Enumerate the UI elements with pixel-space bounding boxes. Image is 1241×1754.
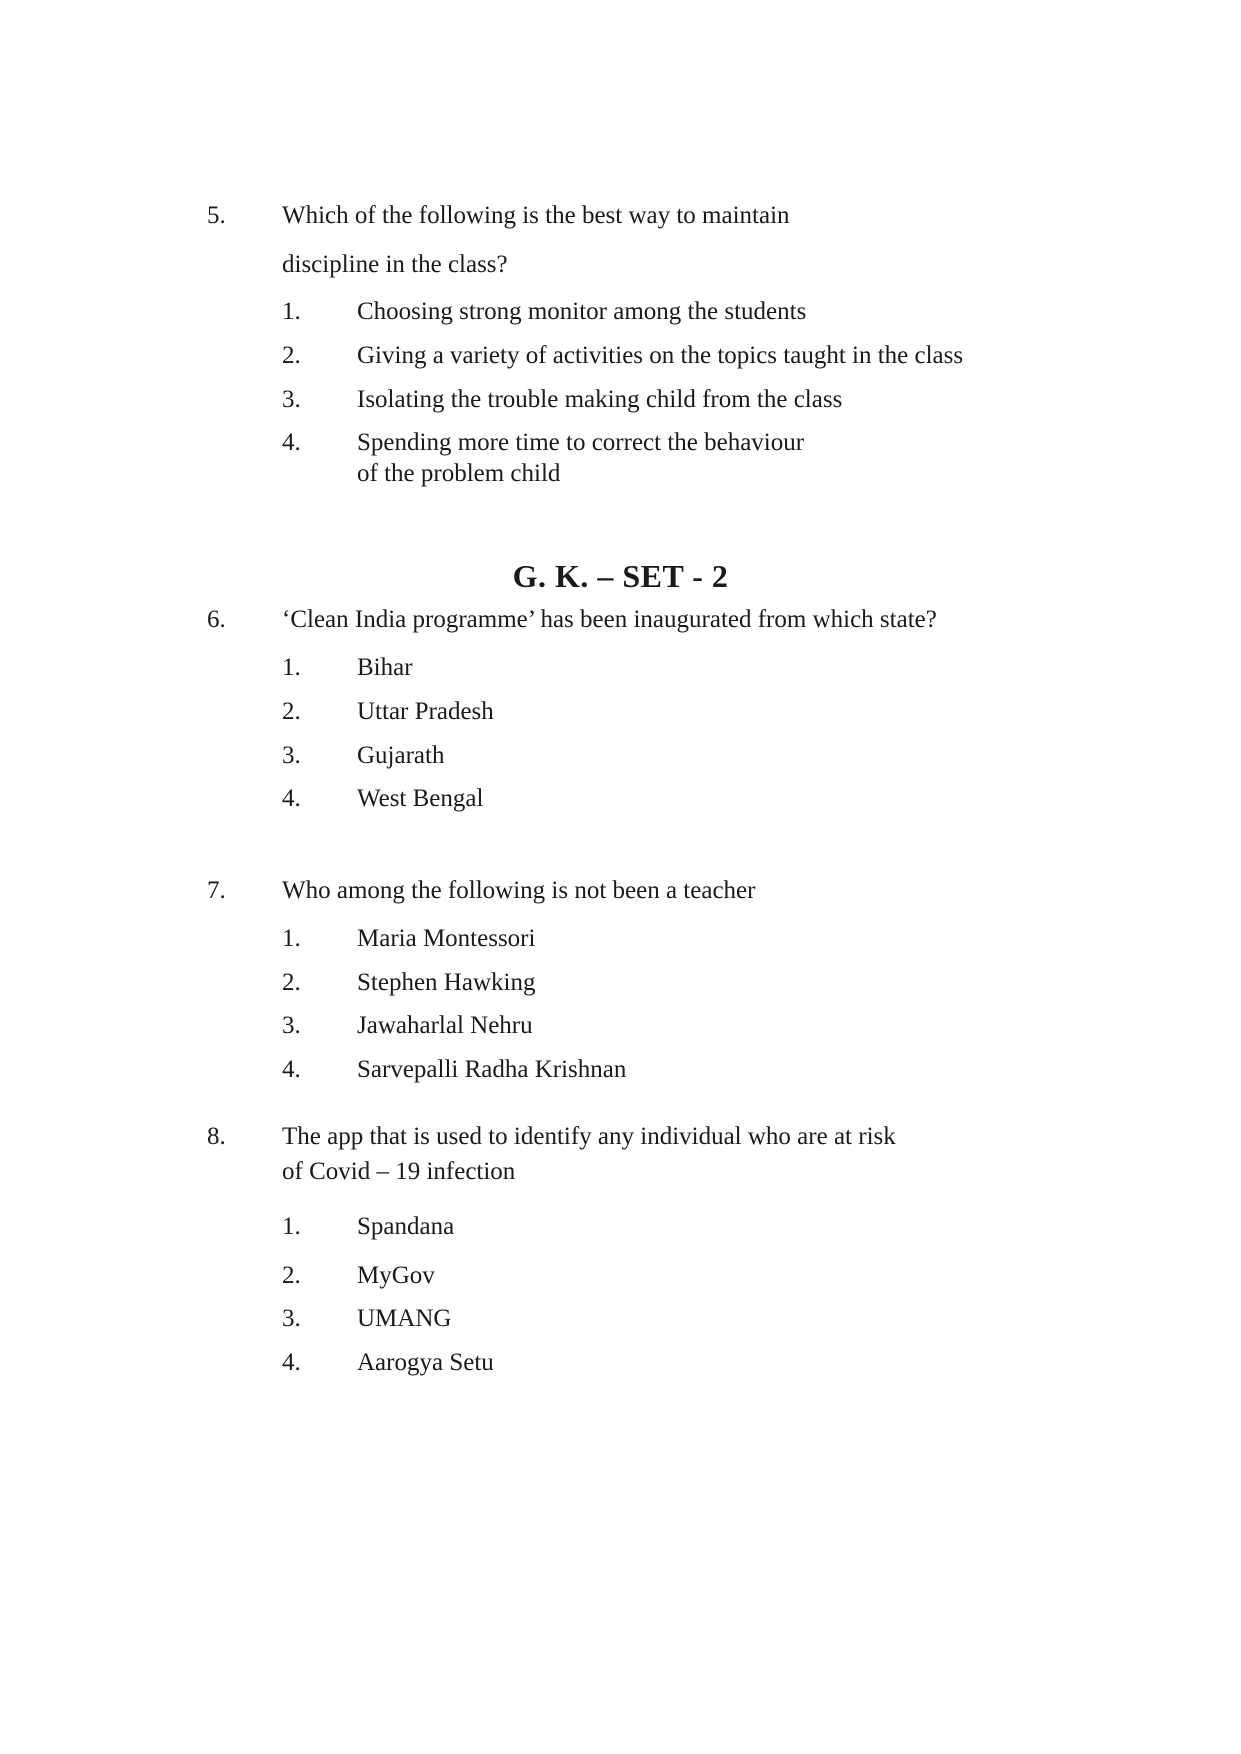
option-text: Aarogya Setu xyxy=(357,1349,494,1376)
option-text: Sarvepalli Radha Krishnan xyxy=(357,1056,627,1083)
option-text: Maria Montessori xyxy=(357,925,536,952)
option-number: 4. xyxy=(282,1349,301,1376)
option-text: Gujarath xyxy=(357,742,445,769)
option-text: Isolating the trouble making child from the class xyxy=(357,386,843,413)
option-text: MyGov xyxy=(357,1262,435,1289)
option-number: 2. xyxy=(282,698,301,725)
option-text: Spandana xyxy=(357,1213,455,1240)
question-number: 6. xyxy=(207,606,226,633)
option-number: 2. xyxy=(282,342,301,369)
option-number: 1. xyxy=(282,925,301,952)
option-text: UMANG xyxy=(357,1305,452,1332)
question-text: Who among the following is not been a teacher xyxy=(282,877,756,904)
option-text: Jawaharlal Nehru xyxy=(357,1012,533,1039)
option-number: 1. xyxy=(282,654,301,681)
option-number: 1. xyxy=(282,1213,301,1240)
option-number: 3. xyxy=(282,386,301,413)
question-text-continued: discipline in the class? xyxy=(282,251,508,278)
option-number: 2. xyxy=(282,1262,301,1289)
question-text: ‘Clean India programme’ has been inaugurated from which state? xyxy=(282,606,937,633)
option-text: Uttar Pradesh xyxy=(357,698,494,725)
option-number: 4. xyxy=(282,785,301,812)
option-number: 3. xyxy=(282,1012,301,1039)
question-number: 8. xyxy=(207,1123,226,1150)
question-text: Which of the following is the best way to maintain xyxy=(282,202,790,229)
option-text-continued: of the problem child xyxy=(357,460,561,487)
question-text-continued: of Covid – 19 infection xyxy=(282,1158,516,1185)
option-number: 1. xyxy=(282,298,301,325)
option-number: 4. xyxy=(282,429,301,456)
option-text: Bihar xyxy=(357,654,413,681)
option-text: Spending more time to correct the behaviour xyxy=(357,429,805,456)
question-number: 7. xyxy=(207,877,226,904)
option-number: 3. xyxy=(282,1305,301,1332)
question-number: 5. xyxy=(207,202,226,229)
option-number: 3. xyxy=(282,742,301,769)
option-text: Choosing strong monitor among the students xyxy=(357,298,807,325)
option-text: Giving a variety of activities on the topics taught in the class xyxy=(357,342,964,369)
option-text: Stephen Hawking xyxy=(357,969,536,996)
question-text: The app that is used to identify any individual who are at risk xyxy=(282,1123,896,1150)
option-number: 4. xyxy=(282,1056,301,1083)
section-heading: G. K. – SET - 2 xyxy=(512,558,729,594)
option-text: West Bengal xyxy=(357,785,484,812)
option-number: 2. xyxy=(282,969,301,996)
